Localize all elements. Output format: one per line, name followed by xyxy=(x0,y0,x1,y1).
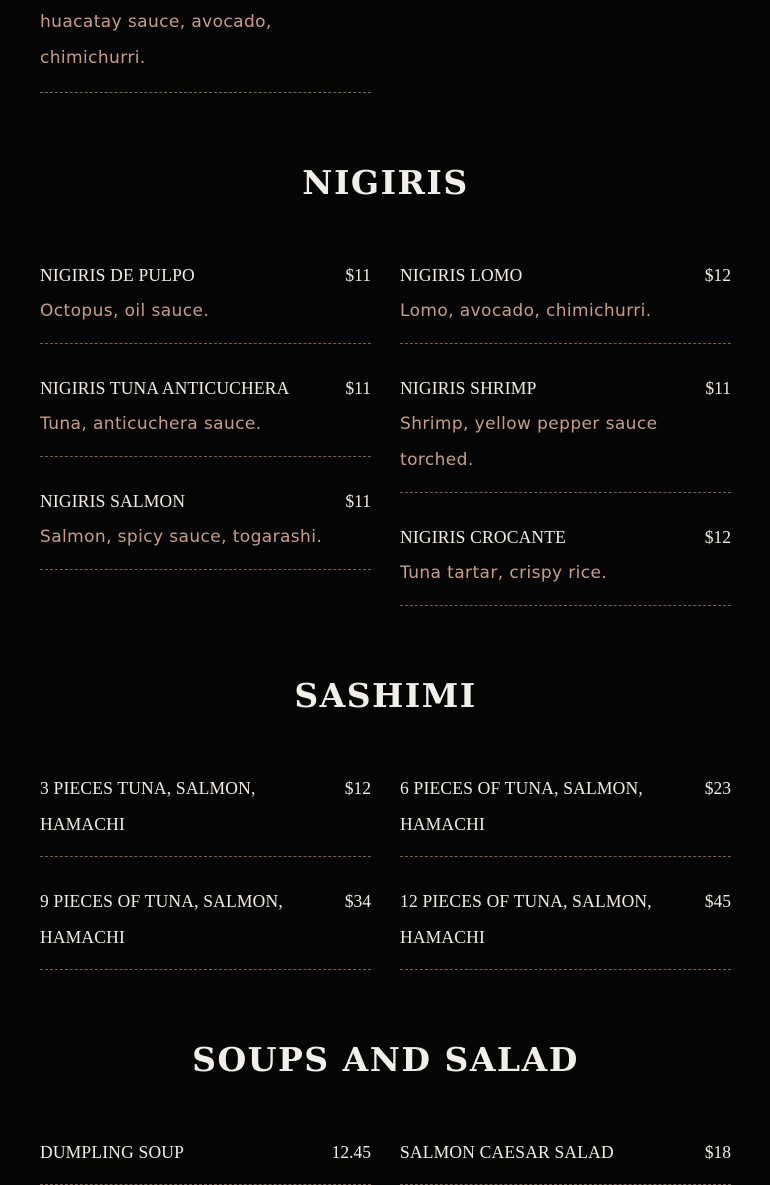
item-price: $34 xyxy=(344,891,371,911)
item-name: NIGIRIS SALMON xyxy=(40,491,186,511)
item-description: huacatay sauce, avocado, chimichurri. xyxy=(40,12,272,68)
section-columns xyxy=(40,1134,731,1185)
item-price: $11 xyxy=(345,265,371,285)
item-description: Shrimp, yellow pepper sauce torched. xyxy=(400,414,658,470)
menu-section xyxy=(40,676,731,970)
menu-column xyxy=(400,257,731,606)
menu-item xyxy=(400,883,731,970)
menu-item xyxy=(40,883,371,970)
menu-column xyxy=(400,770,731,970)
item-price: $23 xyxy=(704,778,731,798)
item-name: NIGIRIS TUNA ANTICUCHERA xyxy=(40,378,290,398)
item-name: NIGIRIS LOMO xyxy=(400,265,523,285)
item-price: $11 xyxy=(705,378,731,398)
item-name: 6 PIECES OF TUNA, SALMON, HAMACHI xyxy=(400,778,643,834)
section-title: SASHIMI xyxy=(294,676,477,715)
item-price: 12.45 xyxy=(331,1142,371,1162)
item-description: Lomo, avocado, chimichurri. xyxy=(400,301,652,321)
item-header xyxy=(40,770,371,842)
item-header xyxy=(400,770,731,842)
item-header xyxy=(40,370,371,406)
menu-item xyxy=(400,770,731,857)
menu-item xyxy=(400,1134,731,1185)
menu-item xyxy=(400,257,731,344)
item-header xyxy=(400,519,731,555)
menu-sections xyxy=(40,163,731,1185)
item-header xyxy=(40,483,371,519)
item-price: $11 xyxy=(345,491,371,511)
item-header xyxy=(40,257,371,293)
item-description: Tuna, anticuchera sauce. xyxy=(40,414,262,434)
item-name: DUMPLING SOUP xyxy=(40,1142,185,1162)
menu-item xyxy=(400,519,731,606)
menu-item xyxy=(400,370,731,493)
item-price: $12 xyxy=(704,265,731,285)
menu-column xyxy=(40,770,371,970)
item-header xyxy=(400,883,731,955)
item-name: NIGIRIS CROCANTE xyxy=(400,527,567,547)
menu-section xyxy=(40,1040,731,1185)
menu-section xyxy=(40,163,731,606)
menu-column xyxy=(400,1134,731,1185)
section-columns xyxy=(40,770,731,970)
menu-column xyxy=(40,257,371,570)
item-description: Salmon, spicy sauce, togarashi. xyxy=(40,527,323,547)
item-price: $18 xyxy=(704,1142,731,1162)
item-description: Tuna tartar, crispy rice. xyxy=(400,563,608,583)
item-name: SALMON CAESAR SALAD xyxy=(400,1142,614,1162)
item-price: $12 xyxy=(344,778,371,798)
item-description: Octopus, oil sauce. xyxy=(40,301,210,321)
menu-column xyxy=(40,1134,371,1185)
item-header xyxy=(400,257,731,293)
menu-item xyxy=(40,1134,371,1185)
menu-item xyxy=(40,257,371,344)
intro-item xyxy=(40,2,371,93)
item-header xyxy=(400,370,731,406)
item-header xyxy=(40,883,371,955)
item-price: $12 xyxy=(704,527,731,547)
item-name: 12 PIECES OF TUNA, SALMON, HAMACHI xyxy=(400,891,652,947)
item-header xyxy=(40,1134,371,1170)
section-title: NIGIRIS xyxy=(302,163,469,202)
item-name: NIGIRIS SHRIMP xyxy=(400,378,537,398)
menu-item xyxy=(40,770,371,857)
item-header xyxy=(400,1134,731,1170)
section-title: SOUPS AND SALAD xyxy=(192,1040,579,1079)
menu-page xyxy=(40,2,731,1185)
menu-item xyxy=(40,483,371,570)
item-price: $11 xyxy=(345,378,371,398)
menu-item xyxy=(40,370,371,457)
item-price: $45 xyxy=(704,891,731,911)
section-columns xyxy=(40,257,731,606)
item-name: 3 PIECES TUNA, SALMON, HAMACHI xyxy=(40,778,256,834)
item-name: 9 PIECES OF TUNA, SALMON, HAMACHI xyxy=(40,891,283,947)
item-name: NIGIRIS DE PULPO xyxy=(40,265,195,285)
